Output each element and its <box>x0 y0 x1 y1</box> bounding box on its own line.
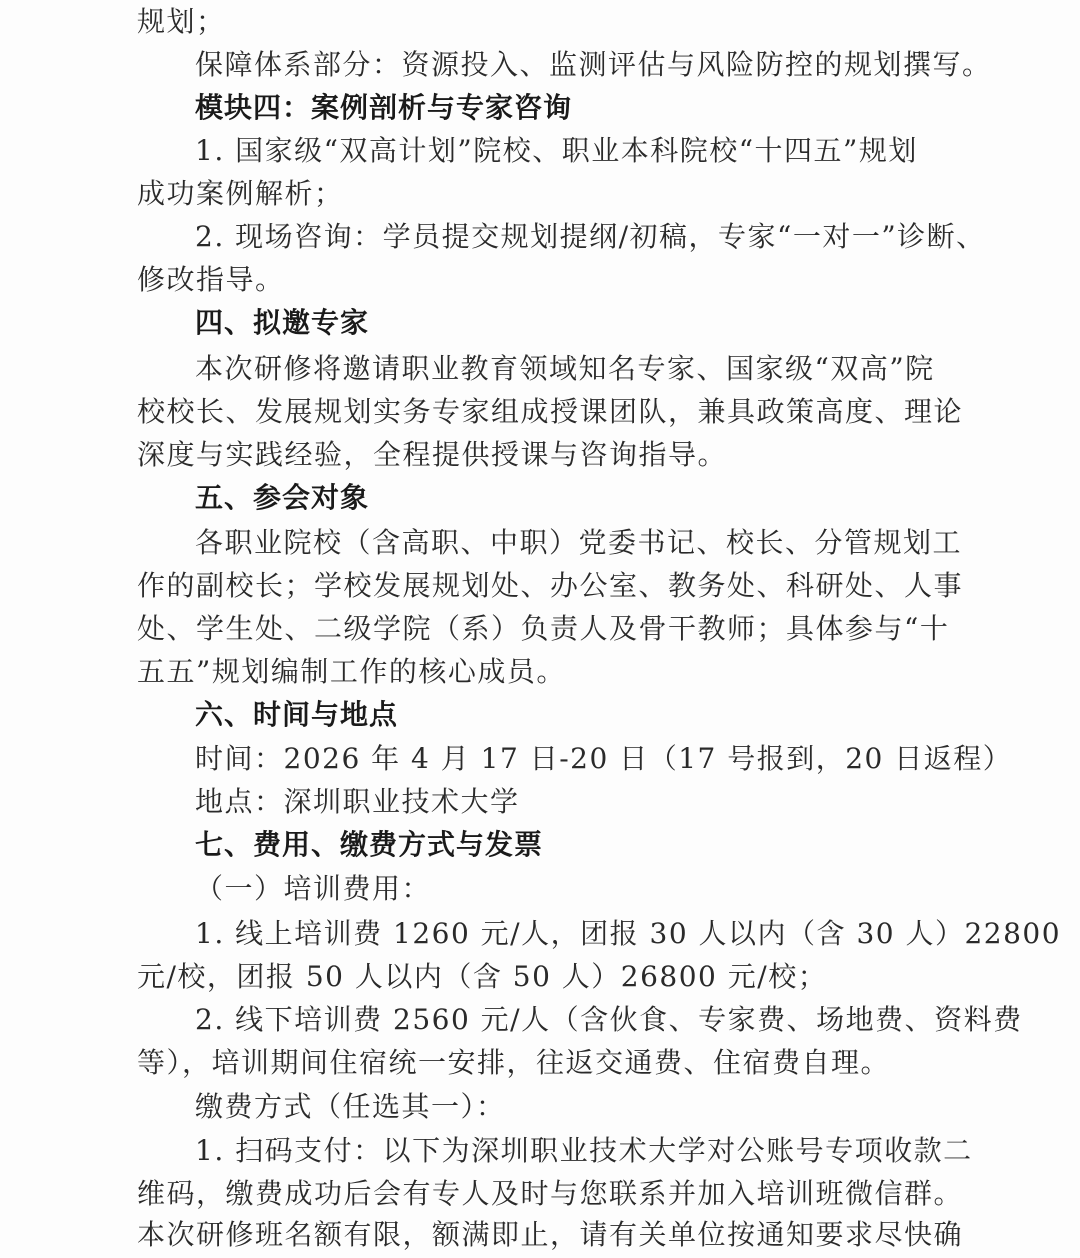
text-line: 地点：深圳职业技术大学 <box>195 785 520 818</box>
section-heading: 五、参会对象 <box>195 481 370 514</box>
text-line: 保障体系部分：资源投入、监测评估与风险防控的规划撰写。 <box>195 48 992 81</box>
text-line: 2. 线下培训费 2560 元/人（含伙食、专家费、场地费、资料费 <box>195 1003 1023 1036</box>
text-line: 处、学生处、二级学院（系）负责人及骨干教师；具体参与“十 <box>137 612 950 645</box>
text-line: 作的副校长；学校发展规划处、办公室、教务处、科研处、人事 <box>137 569 964 602</box>
text-line: 等），培训期间住宿统一安排，往返交通费、住宿费自理。 <box>137 1046 891 1079</box>
text-line: 本次研修将邀请职业教育领域知名专家、国家级“双高”院 <box>195 352 935 385</box>
text-line: （一）培训费用： <box>195 872 432 905</box>
text-line: 修改指导。 <box>137 263 285 296</box>
text-line: 校校长、发展规划实务专家组成授课团队，兼具政策高度、理论 <box>137 395 964 428</box>
text-line: 1. 线上培训费 1260 元/人，团报 30 人以内（含 30 人）22800 <box>195 917 1062 950</box>
text-line: 2. 现场咨询：学员提交规划提纲/初稿，专家“一对一”诊断、 <box>195 220 986 253</box>
text-line: 时间：2026 年 4 月 17 日-20 日（17 号报到，20 日返程） <box>195 742 1013 775</box>
text-line: 维码，缴费成功后会有专人及时与您联系并加入培训班微信群。 <box>137 1177 964 1210</box>
text-line: 深度与实践经验，全程提供授课与咨询指导。 <box>137 438 728 471</box>
text-line: 元/校，团报 50 人以内（含 50 人）26800 元/校； <box>137 960 828 993</box>
section-subheading: 模块四：案例剖析与专家咨询 <box>195 91 573 124</box>
section-heading: 六、时间与地点 <box>195 698 399 731</box>
text-line: 成功案例解析； <box>137 177 344 210</box>
section-heading: 四、拟邀专家 <box>195 306 370 339</box>
text-line: 缴费方式（任选其一）： <box>195 1090 506 1123</box>
section-heading: 七、费用、缴费方式与发票 <box>195 828 544 861</box>
text-line: 各职业院校（含高职、中职）党委书记、校长、分管规划工 <box>195 526 963 559</box>
text-line: 本次研修班名额有限，额满即止，请有关单位按通知要求尽快确 <box>137 1218 964 1251</box>
text-line: 1. 国家级“双高计划”院校、职业本科院校“十四五”规划 <box>195 134 918 167</box>
text-line: 1. 扫码支付：以下为深圳职业技术大学对公账号专项收款二 <box>195 1134 973 1167</box>
text-line: 五五”规划编制工作的核心成员。 <box>137 655 566 688</box>
text-line: 规划； <box>137 5 226 38</box>
